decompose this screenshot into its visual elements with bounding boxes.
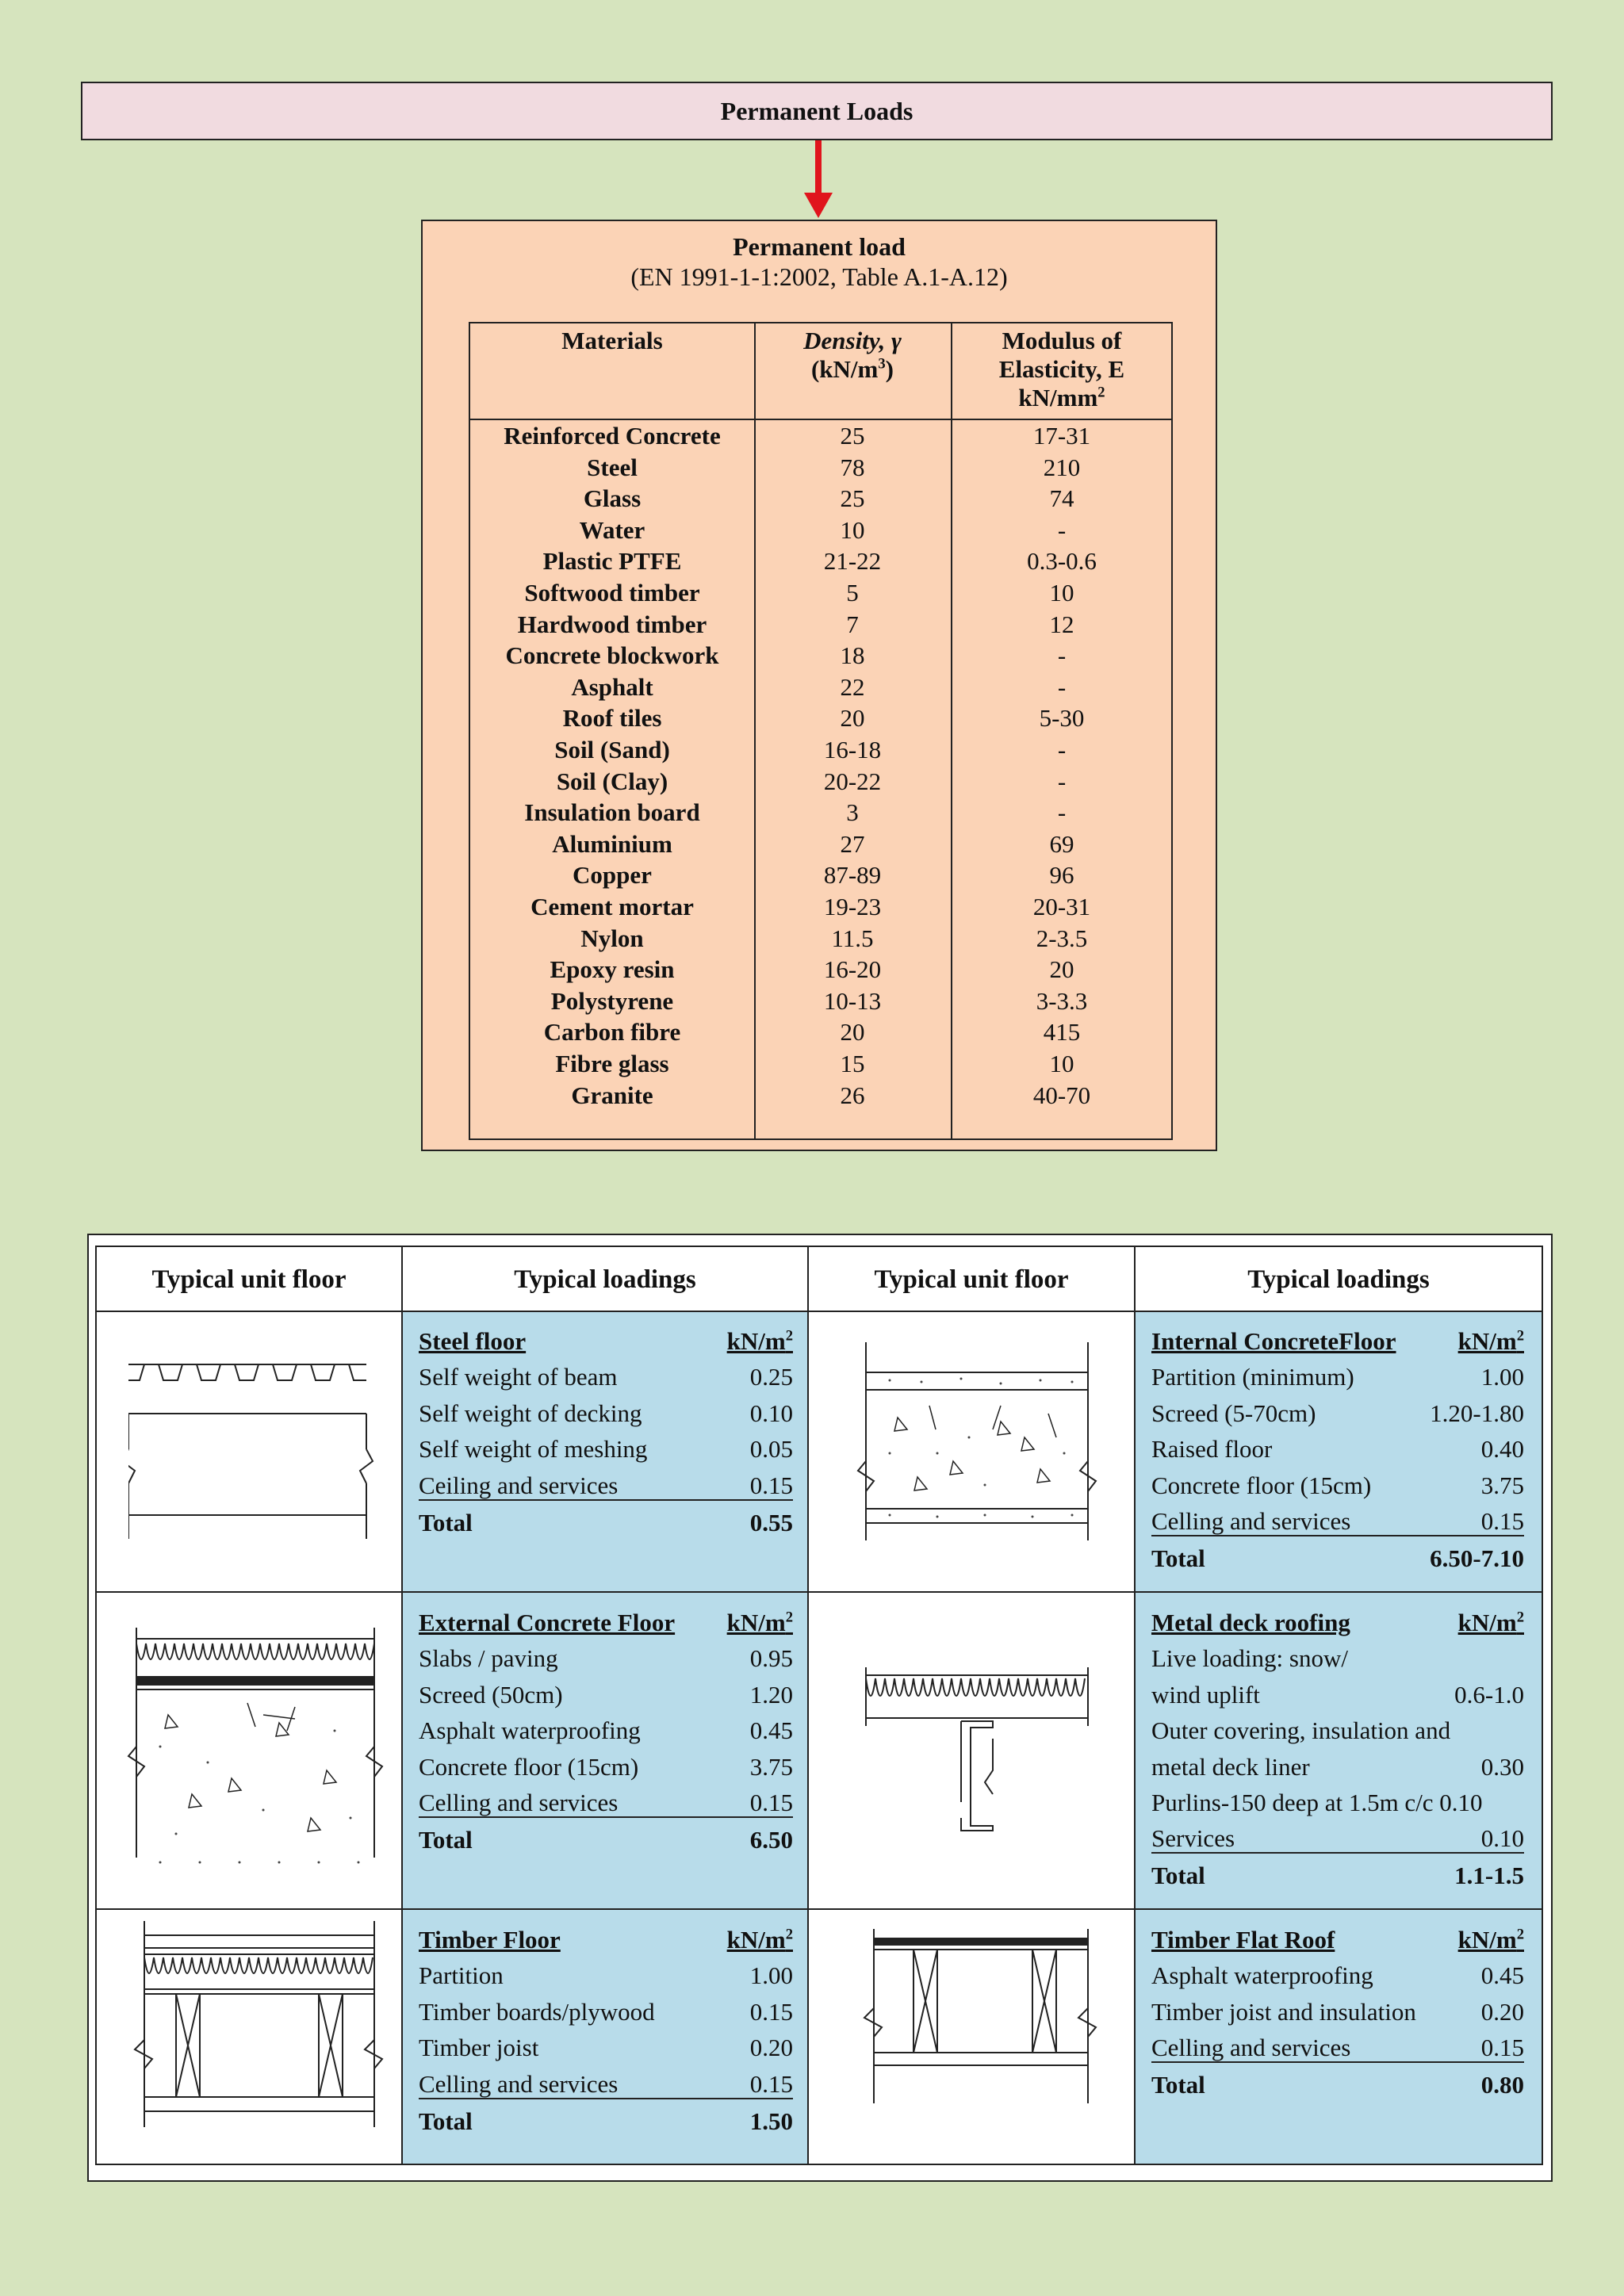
loading-label: Total bbox=[1151, 1544, 1205, 1572]
loading-label: Total bbox=[419, 1825, 473, 1854]
material-name: Concrete blockwork bbox=[505, 641, 719, 670]
loading-block-title bbox=[419, 1323, 793, 1359]
material-modulus: 12 bbox=[1049, 610, 1074, 638]
material-modulus: - bbox=[1057, 515, 1067, 544]
loading-value: $kN/m^2$ bbox=[726, 1327, 793, 1355]
loading-label: Celling and services bbox=[419, 2069, 619, 2098]
loading-label: Raised floor bbox=[1151, 1435, 1273, 1464]
material-row bbox=[470, 1050, 1171, 1081]
loading-value: 0.15 bbox=[1480, 2034, 1524, 2062]
loading-item bbox=[419, 1359, 793, 1395]
loading-label: Services bbox=[1151, 1824, 1235, 1853]
material-modulus: 96 bbox=[1049, 861, 1074, 890]
loading-label: Total bbox=[1151, 2071, 1205, 2099]
loading-value: 0.15 bbox=[749, 2069, 793, 2098]
loading-label: Asphalt waterproofing bbox=[419, 1716, 641, 1745]
material-density: 87-89 bbox=[823, 861, 882, 890]
loading-value: 0.10 bbox=[749, 1399, 793, 1427]
loading-item bbox=[1151, 1395, 1524, 1431]
material-density: 16-20 bbox=[823, 955, 882, 984]
material-row bbox=[470, 673, 1171, 705]
loading-total bbox=[1151, 1858, 1524, 1893]
timber-floor-loadings bbox=[419, 1922, 793, 2139]
material-density: 25 bbox=[840, 484, 865, 513]
material-name: Water bbox=[579, 515, 645, 544]
loading-total bbox=[419, 2103, 793, 2139]
loading-label: Timber joist and insulation bbox=[1151, 1997, 1416, 2026]
loading-value: 0.30 bbox=[1480, 1752, 1524, 1781]
material-row bbox=[470, 1081, 1171, 1113]
loading-item bbox=[419, 1994, 793, 2030]
loading-label: Total bbox=[419, 2107, 473, 2135]
loading-label: Internal ConcreteFloor bbox=[1151, 1327, 1396, 1355]
header-title: Permanent Loads bbox=[720, 96, 914, 125]
material-row bbox=[470, 641, 1171, 673]
loading-value: 1.00 bbox=[749, 1961, 793, 1990]
material-modulus: 210 bbox=[1043, 453, 1081, 481]
loading-label: Purlins-150 deep at 1.5m c/c 0.10 bbox=[1151, 1788, 1483, 1816]
loading-value: $kN/m^2$ bbox=[1457, 1926, 1524, 1954]
loading-item bbox=[419, 1468, 793, 1501]
material-density: 16-18 bbox=[823, 736, 882, 763]
material-name: Reinforced Concrete bbox=[504, 422, 721, 450]
loading-value: $kN/m^2$ bbox=[1457, 1609, 1524, 1636]
steel-floor-drawing-icon bbox=[128, 1334, 382, 1572]
loading-label: Metal deck roofing bbox=[1151, 1609, 1350, 1636]
material-row bbox=[470, 1018, 1171, 1050]
loading-label: Partition (minimum) bbox=[1151, 1363, 1354, 1391]
loading-block-title bbox=[1151, 1605, 1524, 1640]
loading-label: Self weight of beam bbox=[419, 1363, 618, 1391]
internal-concrete-floor-loadings bbox=[1151, 1323, 1524, 1576]
material-modulus: 2-3.5 bbox=[1036, 924, 1088, 952]
loading-item bbox=[1151, 1712, 1524, 1748]
permanent-load-panel bbox=[421, 220, 1217, 1151]
material-density: 22 bbox=[840, 672, 865, 701]
material-modulus: 10 bbox=[1049, 1050, 1074, 1077]
loading-label: Self weight of decking bbox=[419, 1399, 642, 1427]
material-row bbox=[470, 579, 1171, 610]
loading-label: Steel floor bbox=[419, 1327, 527, 1355]
loading-value: 0.15 bbox=[749, 1788, 793, 1816]
material-modulus: 20-31 bbox=[1032, 893, 1091, 920]
material-density: 27 bbox=[840, 829, 865, 858]
material-name: Asphalt bbox=[571, 672, 653, 701]
col-header-unit-floor-left: Typical unit floor bbox=[151, 1265, 347, 1294]
col-header-modulus: Modulus of Elasticity, E $kN/mm^2$ bbox=[998, 327, 1125, 411]
loading-value: $kN/m^2$ bbox=[1457, 1327, 1524, 1355]
loading-value: 0.15 bbox=[749, 1997, 793, 2026]
loading-label: Total bbox=[419, 1508, 473, 1536]
material-name: Nylon bbox=[580, 924, 644, 952]
loading-label: Timber boards/plywood bbox=[419, 1997, 655, 2026]
material-density: 3 bbox=[846, 798, 859, 827]
loading-value: 0.45 bbox=[749, 1716, 793, 1745]
loading-item bbox=[419, 2066, 793, 2099]
loading-item bbox=[1151, 1785, 1524, 1820]
loading-label: Celling and services bbox=[1151, 2034, 1351, 2062]
loading-value: 0.15 bbox=[749, 1471, 793, 1499]
external-concrete-floor-drawing-icon bbox=[113, 1628, 390, 1881]
loading-item bbox=[1151, 1957, 1524, 1993]
loading-value: 0.45 bbox=[1480, 1961, 1524, 1990]
material-row bbox=[470, 484, 1171, 516]
material-density: 5 bbox=[846, 579, 859, 607]
material-modulus: 3-3.3 bbox=[1036, 986, 1088, 1015]
loading-item bbox=[1151, 1431, 1524, 1467]
loading-label: Screed (50cm) bbox=[419, 1680, 563, 1709]
loading-label: Concrete floor (15cm) bbox=[419, 1752, 639, 1781]
col-header-loadings-right: Typical loadings bbox=[1247, 1265, 1430, 1294]
material-name: Polystyrene bbox=[550, 986, 674, 1015]
material-modulus: 40-70 bbox=[1032, 1081, 1091, 1109]
loading-item bbox=[1151, 1677, 1524, 1712]
loading-value: 3.75 bbox=[749, 1752, 793, 1781]
permanent-load-subtitle: (EN 1991-1-1:2002, Table A.1-A.12) bbox=[630, 262, 1008, 291]
loading-total bbox=[419, 1822, 793, 1858]
material-name: Roof tiles bbox=[562, 704, 662, 733]
material-density: 7 bbox=[846, 610, 859, 638]
loading-item bbox=[1151, 1359, 1524, 1395]
header-title-box bbox=[81, 82, 1553, 140]
material-name: Plastic PTFE bbox=[542, 547, 682, 576]
col-header-loadings-left: Typical loadings bbox=[514, 1265, 696, 1294]
material-row bbox=[470, 987, 1171, 1019]
material-modulus: 0.3-0.6 bbox=[1027, 547, 1097, 576]
material-row bbox=[470, 422, 1171, 453]
loading-label: Ceiling and services bbox=[419, 1471, 619, 1499]
loading-item bbox=[1151, 1749, 1524, 1785]
loading-value: 1.1-1.5 bbox=[1454, 1862, 1524, 1890]
material-name: Cement mortar bbox=[530, 893, 694, 920]
loading-value: 1.50 bbox=[749, 2107, 793, 2135]
col-header-density: Density, γ $(kN/m^3)$ bbox=[803, 327, 902, 383]
material-modulus: - bbox=[1057, 641, 1067, 670]
material-row bbox=[470, 798, 1171, 830]
material-row bbox=[470, 704, 1171, 736]
loading-total bbox=[1151, 1540, 1524, 1576]
material-name: Softwood timber bbox=[524, 579, 700, 607]
material-modulus: - bbox=[1057, 767, 1067, 795]
loading-label: Slabs / paving bbox=[419, 1644, 558, 1673]
material-density: 78 bbox=[840, 453, 865, 481]
material-row bbox=[470, 736, 1171, 767]
material-density: 25 bbox=[840, 422, 865, 450]
loading-item bbox=[1151, 1820, 1524, 1854]
loading-item bbox=[419, 1712, 793, 1748]
material-row bbox=[470, 861, 1171, 893]
loading-value: 0.40 bbox=[1480, 1435, 1524, 1464]
loading-item bbox=[419, 1395, 793, 1431]
material-row bbox=[470, 924, 1171, 956]
loading-value: 0.15 bbox=[1480, 1506, 1524, 1535]
material-row bbox=[470, 955, 1171, 987]
material-density: 19-23 bbox=[823, 893, 882, 920]
loading-value: 0.55 bbox=[749, 1508, 793, 1536]
material-modulus: - bbox=[1057, 798, 1067, 827]
loading-block-title bbox=[419, 1605, 793, 1640]
material-name: Fibre glass bbox=[555, 1050, 669, 1077]
loading-item bbox=[419, 1749, 793, 1785]
loading-label: wind uplift bbox=[1151, 1680, 1260, 1709]
loading-item bbox=[419, 1785, 793, 1818]
loading-item bbox=[1151, 1994, 1524, 2030]
timber-floor-drawing-icon bbox=[113, 1913, 390, 2151]
loading-item bbox=[419, 1677, 793, 1712]
loading-value: 0.05 bbox=[749, 1435, 793, 1464]
timber-flat-roof-loadings bbox=[1151, 1922, 1524, 2103]
loading-item bbox=[1151, 2030, 1524, 2063]
material-density: 20-22 bbox=[823, 767, 882, 795]
permanent-load-title: Permanent load bbox=[733, 232, 906, 261]
material-name: Carbon fibre bbox=[543, 1018, 681, 1047]
material-modulus: 74 bbox=[1049, 484, 1074, 513]
material-density: 21-22 bbox=[823, 547, 882, 576]
loading-item bbox=[419, 1640, 793, 1676]
loading-label: Timber Flat Roof bbox=[1151, 1926, 1335, 1954]
material-modulus: 17-31 bbox=[1032, 422, 1091, 450]
loading-value: 0.95 bbox=[749, 1644, 793, 1673]
loading-value: 0.10 bbox=[1480, 1824, 1524, 1853]
loading-value: 1.00 bbox=[1480, 1363, 1524, 1391]
loading-label: Celling and services bbox=[1151, 1506, 1351, 1535]
loading-item bbox=[419, 2030, 793, 2065]
down-arrow-icon bbox=[802, 140, 834, 220]
material-name: Steel bbox=[587, 453, 638, 481]
loading-total bbox=[419, 1505, 793, 1540]
material-name: Glass bbox=[583, 484, 642, 513]
material-density: 18 bbox=[840, 641, 865, 670]
col-header-materials: Materials bbox=[561, 327, 663, 354]
loading-label: Timber joist bbox=[419, 2034, 539, 2062]
material-name: Epoxy resin bbox=[550, 955, 675, 984]
floor-loadings-table bbox=[95, 1246, 1543, 2165]
material-name: Copper bbox=[573, 861, 652, 890]
floor-loadings-panel bbox=[87, 1234, 1553, 2182]
material-name: Soil (Clay) bbox=[556, 767, 668, 795]
metal-deck-roofing-loadings bbox=[1151, 1605, 1524, 1894]
loading-value: 0.20 bbox=[749, 2034, 793, 2062]
material-density: 20 bbox=[840, 704, 865, 733]
material-row bbox=[470, 453, 1171, 485]
loading-value: $kN/m^2$ bbox=[726, 1926, 793, 1954]
material-row bbox=[470, 516, 1171, 548]
external-concrete-floor-loadings bbox=[419, 1605, 793, 1858]
material-row bbox=[470, 830, 1171, 862]
loading-block-title bbox=[1151, 1922, 1524, 1957]
loading-value: $kN/m^2$ bbox=[726, 1609, 793, 1636]
timber-flat-roof-drawing-icon bbox=[842, 1921, 1112, 2127]
material-density: 11.5 bbox=[831, 924, 874, 952]
loading-total bbox=[1151, 2067, 1524, 2103]
material-density: 10 bbox=[840, 515, 865, 544]
loading-value: 1.20-1.80 bbox=[1430, 1399, 1524, 1427]
material-name: Hardwood timber bbox=[517, 610, 707, 638]
loading-label: Concrete floor (15cm) bbox=[1151, 1471, 1372, 1499]
material-row bbox=[470, 893, 1171, 924]
loading-label: Self weight of meshing bbox=[419, 1435, 648, 1464]
material-name: Aluminium bbox=[552, 829, 672, 858]
loading-block-title bbox=[1151, 1323, 1524, 1359]
material-modulus: - bbox=[1057, 736, 1067, 763]
loading-label: Celling and services bbox=[419, 1788, 619, 1816]
loading-value: 0.80 bbox=[1480, 2071, 1524, 2099]
metal-deck-roofing-drawing-icon bbox=[842, 1644, 1112, 1881]
loading-value: 3.75 bbox=[1480, 1471, 1524, 1499]
loading-label: metal deck liner bbox=[1151, 1752, 1310, 1781]
loading-label: Timber Floor bbox=[419, 1926, 561, 1954]
internal-concrete-floor-drawing-icon bbox=[842, 1342, 1112, 1548]
material-modulus: - bbox=[1057, 672, 1067, 701]
loading-label: Live loading: snow/ bbox=[1151, 1644, 1348, 1673]
steel-floor-loadings bbox=[419, 1323, 793, 1540]
loading-label: External Concrete Floor bbox=[419, 1609, 676, 1636]
loading-label: Total bbox=[1151, 1862, 1205, 1890]
material-modulus: 10 bbox=[1049, 579, 1074, 607]
materials-table bbox=[469, 322, 1173, 1140]
material-name: Insulation board bbox=[524, 798, 700, 827]
loading-item bbox=[1151, 1503, 1524, 1536]
material-density: 15 bbox=[840, 1050, 865, 1077]
material-row bbox=[470, 547, 1171, 579]
material-density: 20 bbox=[840, 1018, 865, 1047]
loading-value: 0.6-1.0 bbox=[1454, 1680, 1524, 1709]
loading-label: Outer covering, insulation and bbox=[1151, 1716, 1451, 1745]
loading-value: 6.50 bbox=[749, 1825, 793, 1854]
material-density: 26 bbox=[840, 1081, 865, 1109]
material-row bbox=[470, 610, 1171, 642]
loading-item bbox=[1151, 1468, 1524, 1503]
loading-item bbox=[1151, 1640, 1524, 1676]
loading-value: 6.50-7.10 bbox=[1430, 1544, 1524, 1572]
loading-item bbox=[419, 1957, 793, 1993]
material-name: Granite bbox=[571, 1081, 653, 1109]
loading-label: Partition bbox=[419, 1961, 504, 1990]
loading-label: Screed (5-70cm) bbox=[1151, 1399, 1316, 1427]
loading-block-title bbox=[419, 1922, 793, 1957]
loading-item bbox=[419, 1431, 793, 1467]
loading-value: 0.25 bbox=[749, 1363, 793, 1391]
material-row bbox=[470, 767, 1171, 799]
material-modulus: 69 bbox=[1049, 829, 1074, 858]
col-header-unit-floor-right: Typical unit floor bbox=[874, 1265, 1069, 1294]
material-modulus: 415 bbox=[1043, 1018, 1081, 1047]
loading-value: 1.20 bbox=[749, 1680, 793, 1709]
material-modulus: 5-30 bbox=[1039, 704, 1085, 733]
loading-value: 0.20 bbox=[1480, 1997, 1524, 2026]
material-density: 10-13 bbox=[823, 986, 882, 1015]
material-modulus: 20 bbox=[1049, 955, 1074, 984]
loading-label: Asphalt waterproofing bbox=[1151, 1961, 1373, 1990]
material-name: Soil (Sand) bbox=[554, 736, 670, 763]
